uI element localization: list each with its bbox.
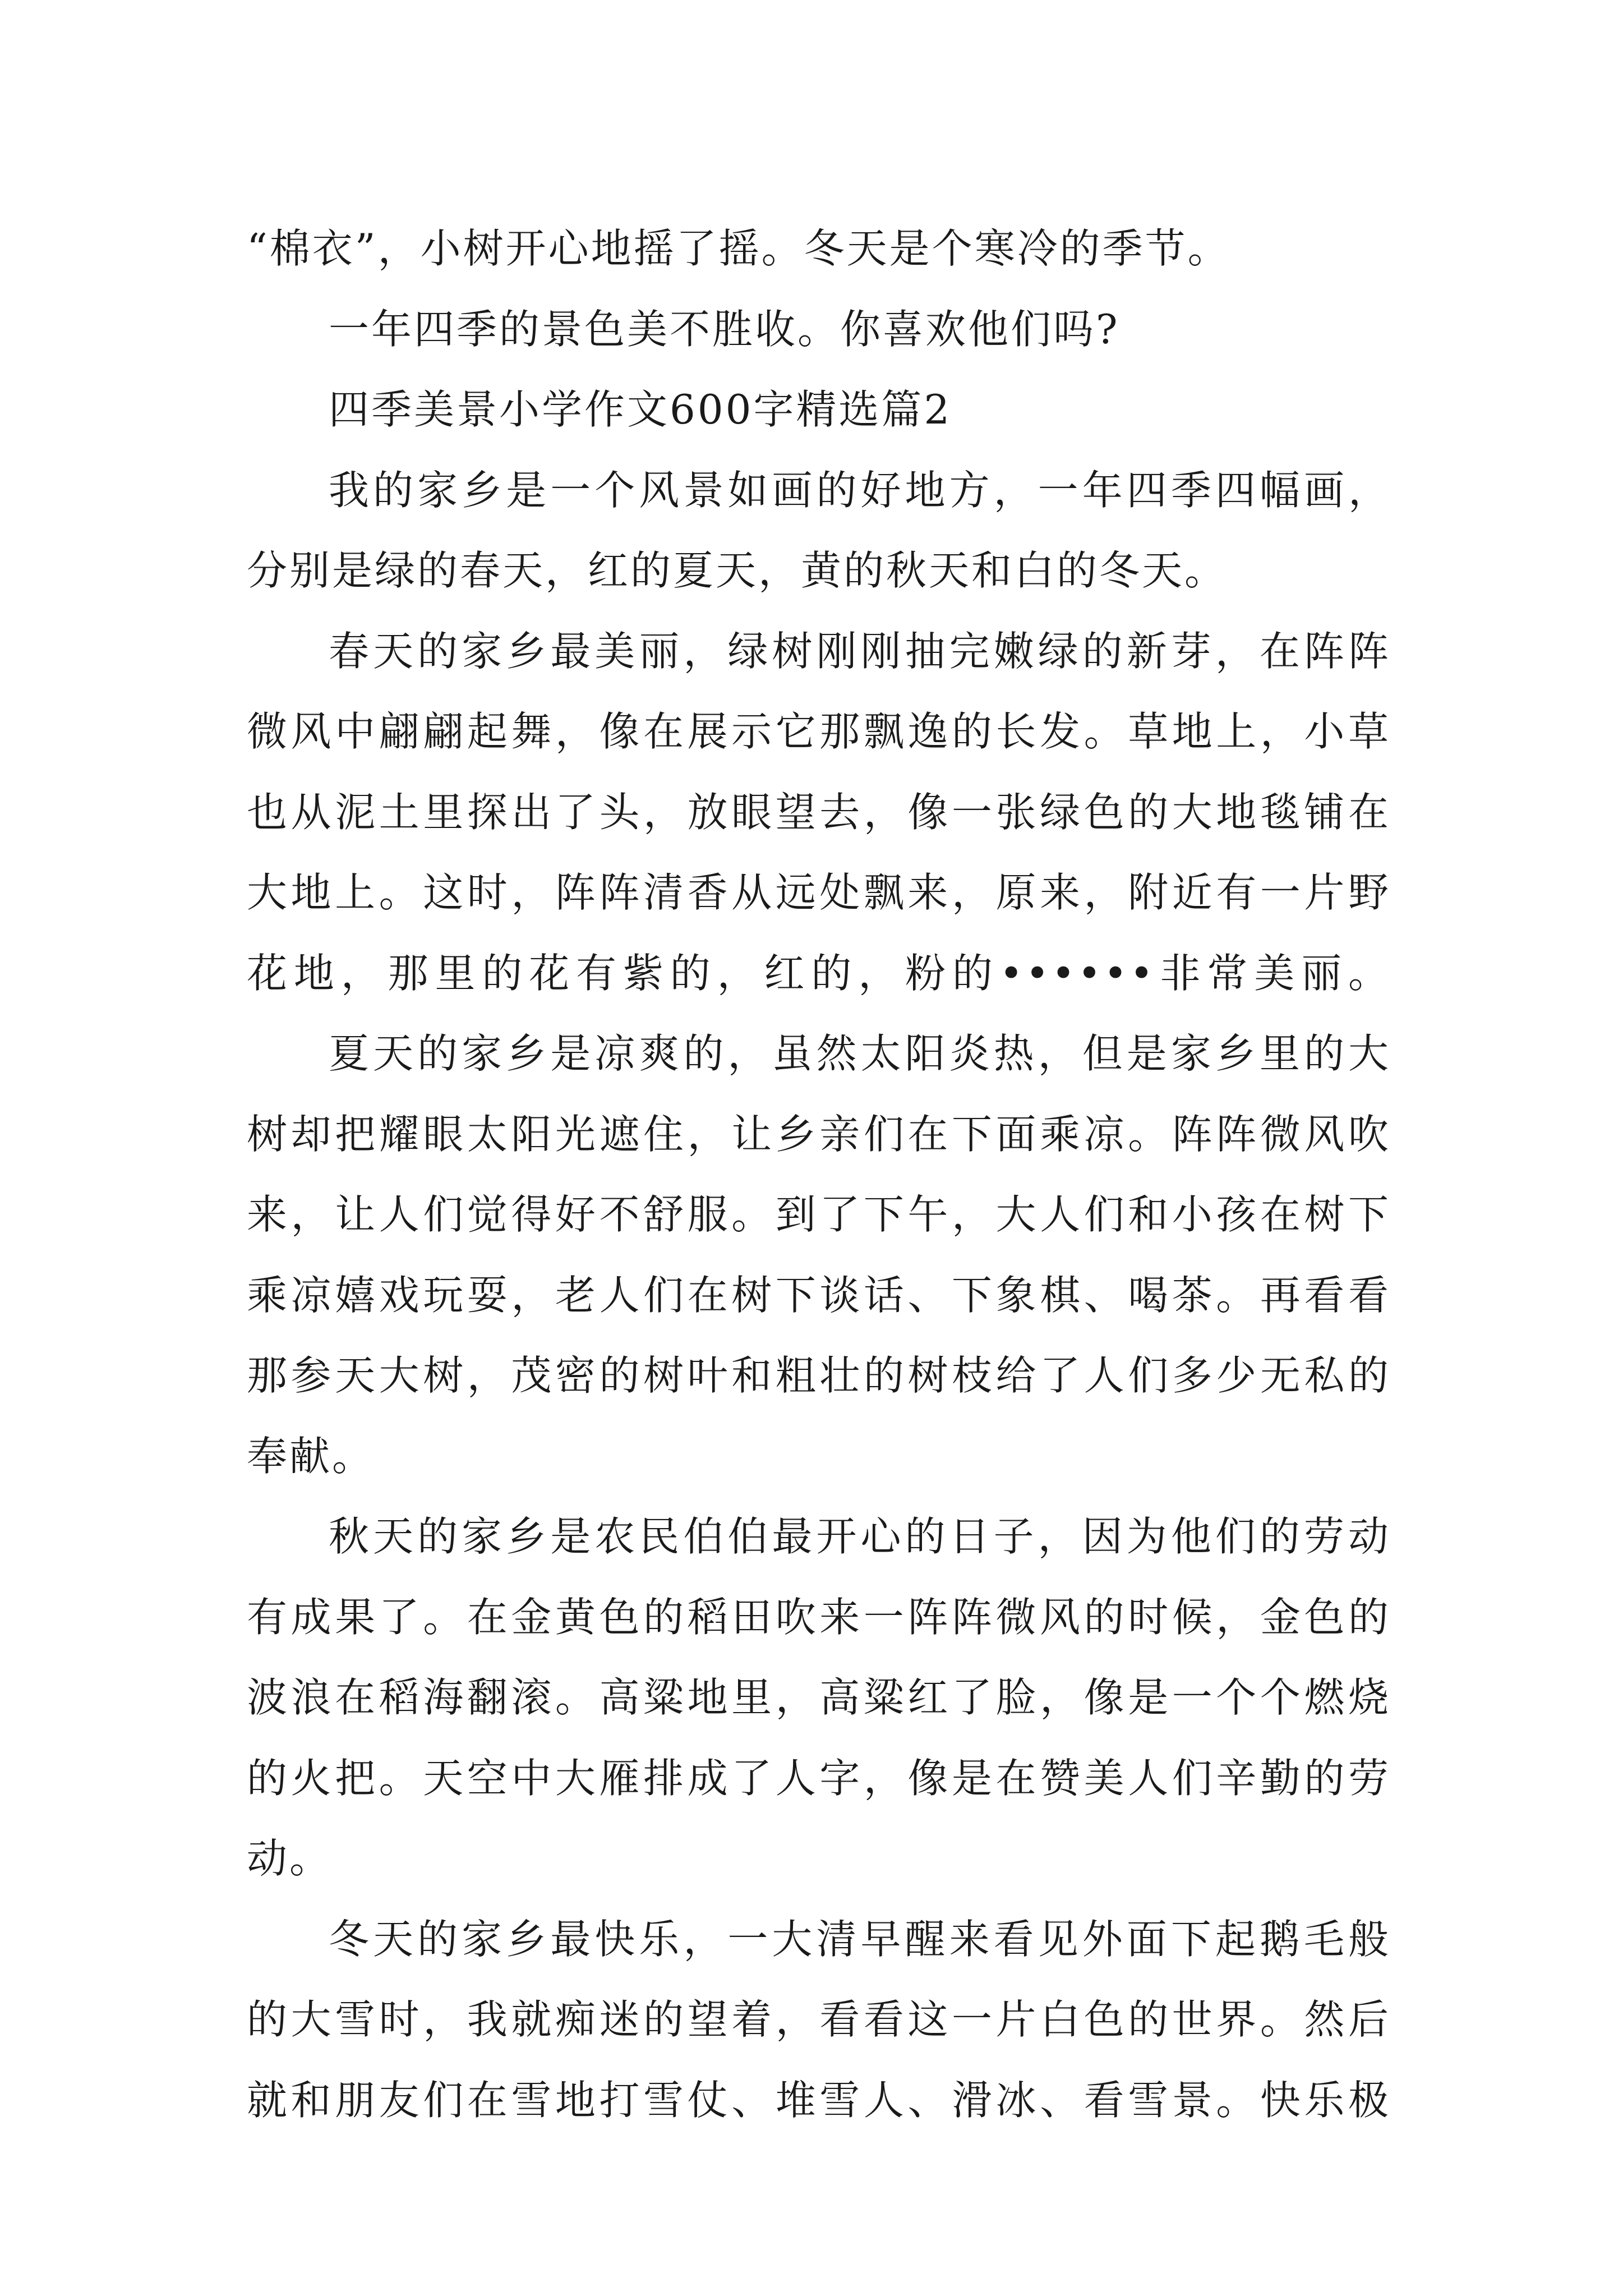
text-line: 树却把耀眼太阳光遮住，让乡亲们在下面乘凉。阵阵微风吹 [247,1110,1391,1158]
text-line: 秋天的家乡是农民伯伯最开心的日子，因为他们的劳动 [329,1513,1391,1560]
text-line: 夏天的家乡是凉爽的，虽然太阳炎热，但是家乡里的大 [329,1030,1391,1077]
text-line: 来，让人们觉得好不舒服。到了下午，大人们和小孩在树下 [247,1191,1391,1238]
text-line: 四季美景小学作文600字精选篇2 [329,386,952,433]
text-line: “棉衣”，小树开心地摇了摇。冬天是个寒冷的季节。 [247,225,1230,272]
text-line: 分别是绿的春天，红的夏天，黄的秋天和白的冬天。 [247,547,1228,594]
text-line: 有成果了。在金黄色的稻田吹来一阵阵微风的时候，金色的 [247,1593,1391,1641]
text-line: 冬天的家乡最快乐，一大清早醒来看见外面下起鹅毛般 [329,1915,1391,1963]
text-line: 春天的家乡最美丽，绿树刚刚抽完嫩绿的新芽，在阵阵 [329,627,1391,675]
text-line: 微风中翩翩起舞，像在展示它那飘逸的长发。草地上，小草 [247,708,1391,755]
text-line: 波浪在稻海翻滚。高粱地里，高粱红了脸，像是一个个燃烧 [247,1674,1391,1721]
text-line: 我的家乡是一个风景如画的好地方，一年四季四幅画， [329,466,1391,514]
text-line: 奉献。 [247,1432,375,1480]
text-line: 的大雪时，我就痴迷的望着，看看这一片白色的世界。然后 [247,1996,1391,2043]
text-line: 的火把。天空中大雁排成了人字，像是在赞美人们辛勤的劳 [247,1754,1391,1802]
document-body [247,209,1391,2141]
text-line: 一年四季的景色美不胜收。你喜欢他们吗? [329,305,1120,353]
text-line: 就和朋友们在雪地打雪仗、堆雪人、滑冰、看雪景。快乐极 [247,2076,1391,2124]
text-line: 动。 [247,1835,333,1882]
text-line: 也从泥土里探出了头，放眼望去，像一张绿色的大地毯铺在 [247,788,1391,836]
text-line: 那参天大树，茂密的树叶和粗壮的树枝给了人们多少无私的 [247,1352,1391,1399]
text-line: 花地，那里的花有紫的，红的，粉的••••••非常美丽。 [247,949,1391,997]
text-line: 乘凉嬉戏玩耍，老人们在树下谈话、下象棋、喝茶。再看看 [247,1271,1391,1319]
text-line: 大地上。这时，阵阵清香从远处飘来，原来，附近有一片野 [247,869,1391,916]
